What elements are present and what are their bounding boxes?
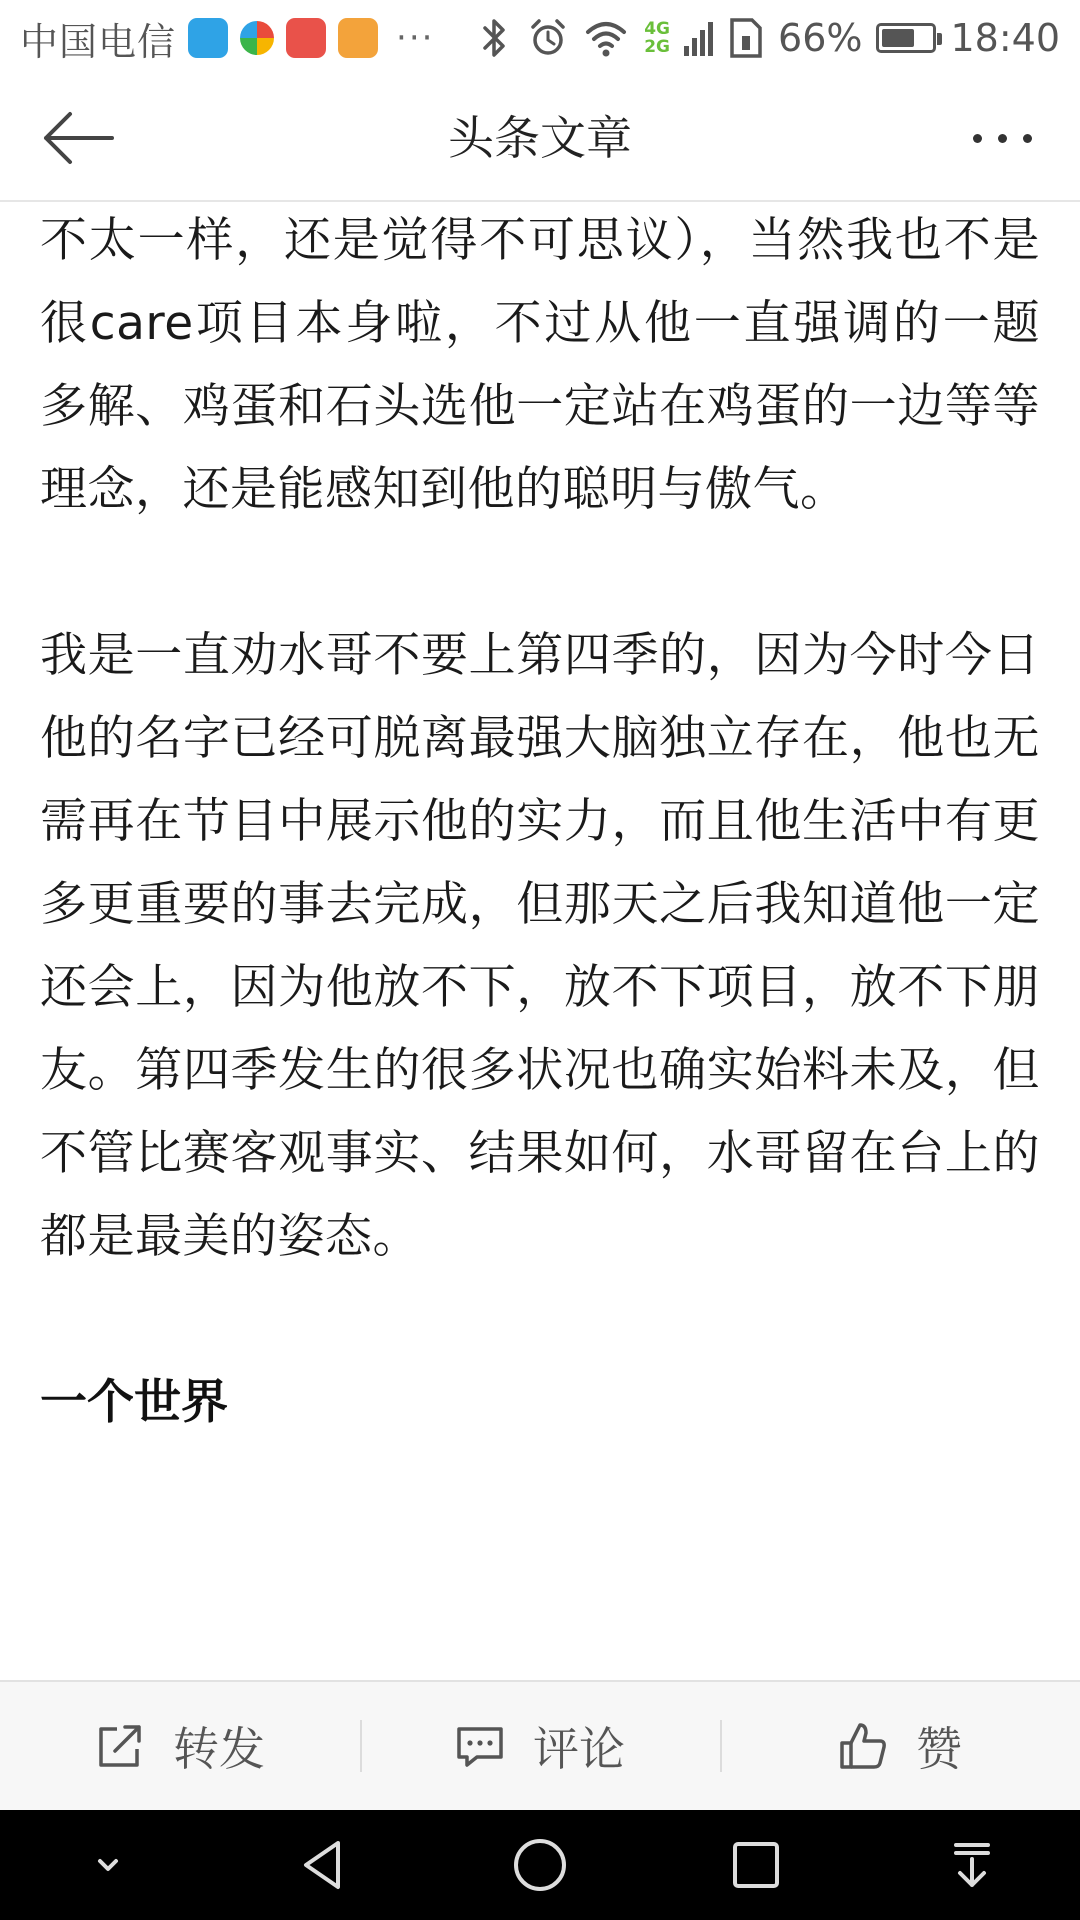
network-type-badge [644,20,670,56]
app-notification-icon [286,18,326,58]
more-dot-icon [973,134,982,143]
paragraph-spacer [40,1278,1040,1361]
pull-down-icon [942,1835,1002,1895]
system-home-button[interactable] [490,1815,590,1915]
sim-icon [728,16,764,60]
network-type-bottom: 2G [644,37,671,57]
repost-label: 转发 [173,1722,265,1776]
more-dot-icon [1023,134,1032,143]
status-bar [0,0,1080,76]
share-icon [95,1721,145,1771]
system-back-button[interactable] [274,1815,374,1915]
action-bar [0,1680,1080,1810]
bluetooth-icon [474,16,514,60]
triangle-back-icon [294,1835,354,1895]
battery-level [882,29,914,47]
gift-notification-icon [338,18,378,58]
section-heading: 一个世界 [40,1375,228,1430]
more-options-button[interactable] [960,110,1044,166]
article-paragraph: 不太一样，还是觉得不可思议），当然我也不是很care项目本身啦，不过从他一直强调的一题多解、鸡蛋和石头选他一定站在鸡蛋的一边等等理念，还是能感知到他的聪明与傲气。 [40,213,1040,517]
browser-notification-icon [240,21,274,55]
thumbs-up-icon [838,1721,888,1771]
system-navigation-bar [0,1810,1080,1920]
paragraph-spacer [40,531,1040,614]
chevron-down-icon [78,1835,138,1895]
circle-home-icon [510,1835,570,1895]
like-label: 赞 [916,1722,962,1776]
article-paragraph: 我是一直劝水哥不要上第四季的，因为今时今日他的名字已经可脱离最强大脑独立存在，他也无需再在节目中展示他的实力，而且他生活中有更多更重要的事去完成，但那天之后我知道他一定还会上，因为他放不下，放不下项目，放不下朋友。第四季发生的很多状况也确实始料未及，但不管比赛客观事实、结果如何，水哥留在台上的都是最美的姿态。 [40,628,1040,1264]
hide-navbar-button[interactable] [58,1815,158,1915]
square-recents-icon [726,1835,786,1895]
status-left [20,11,434,66]
comment-label: 评论 [533,1722,625,1776]
more-notifications-icon: ··· [396,18,435,58]
more-dot-icon [998,134,1007,143]
signal-icon [684,16,714,60]
carrier-name: 中国电信 [20,19,177,64]
notification-pulldown-button[interactable] [922,1815,1022,1915]
article-body[interactable] [40,202,1040,1680]
battery-icon [876,23,936,53]
repost-button[interactable] [0,1682,360,1810]
comment-icon [455,1721,505,1771]
comment-button[interactable] [360,1682,720,1810]
battery-percent: 66% [778,16,863,60]
clock: 18:40 [950,16,1060,60]
back-button[interactable] [36,102,120,174]
wifi-icon [582,16,630,60]
qq-notification-icon [188,18,228,58]
back-arrow-icon [40,110,116,166]
alarm-icon [528,16,568,60]
nav-bar [0,76,1080,202]
network-type-top: 4G [644,19,671,39]
system-recents-button[interactable] [706,1815,806,1915]
status-right [474,16,1060,60]
like-button[interactable] [720,1682,1080,1810]
page-title: 头条文章 [448,111,632,165]
